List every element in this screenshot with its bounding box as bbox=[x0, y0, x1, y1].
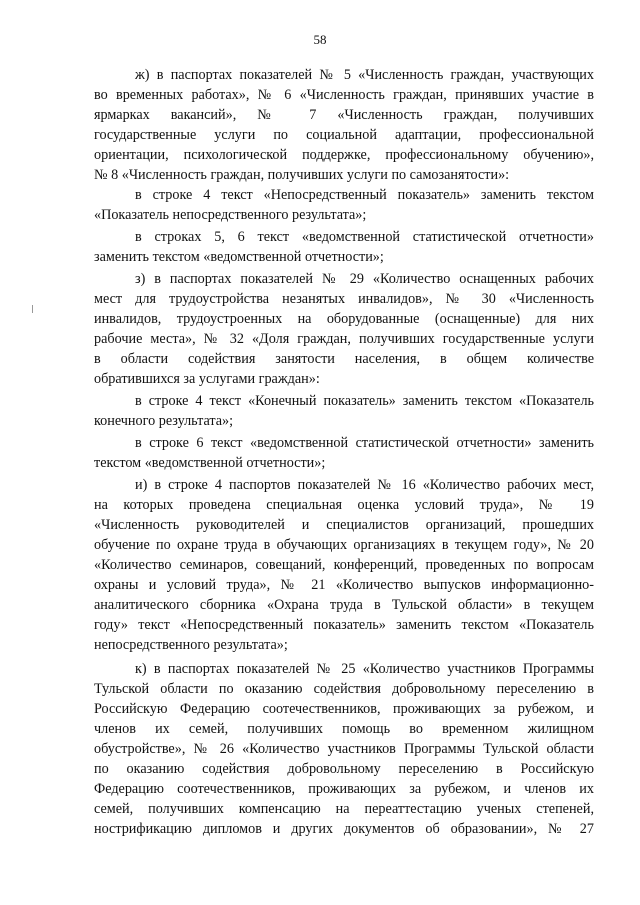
paragraph-line: ж) в паспортах показателей № 5 «Численность граждан, участвующих bbox=[135, 67, 594, 83]
paragraph-line: конечного результата»; bbox=[94, 413, 234, 429]
paragraph-line: Тульской области по оказанию содействия добровольному переселению в bbox=[94, 681, 594, 697]
paragraph-line: в строках 5, 6 текст «ведомственной статистической отчетности» bbox=[135, 229, 594, 245]
paragraph-line: обучение по охране труда в обучающих организациях в текущем году», № 20 bbox=[94, 537, 594, 553]
margin-mark bbox=[32, 305, 33, 313]
page-number: 58 bbox=[313, 32, 327, 47]
paragraph-line: во временных работах», № 6 «Численность граждан, принявших участие в bbox=[94, 87, 594, 103]
paragraph-line: охраны и условий труда», № 21 «Количество выпусков информационно- bbox=[94, 577, 594, 593]
paragraph-line: к) в паспортах показателей № 25 «Количество участников Программы bbox=[135, 661, 594, 677]
paragraph-line: «Количество семинаров, совещаний, конференций, проведенных по вопросам bbox=[94, 557, 594, 573]
paragraph-line: в строке 4 текст «Непосредственный показатель» заменить текстом bbox=[135, 187, 594, 203]
paragraph-line: непосредственного результата»; bbox=[94, 637, 288, 653]
paragraph-line: инвалидов, трудоустроенных на оборудованные (оснащенные) для них bbox=[94, 311, 594, 327]
paragraph-line: «Показатель непосредственного результата»; bbox=[94, 207, 367, 223]
paragraph-line: на которых проведена специальная оценка условий труда», № 19 bbox=[94, 497, 594, 513]
paragraph-line: текстом «ведомственной отчетности»; bbox=[94, 455, 326, 471]
paragraph-line: ориентации, психологической поддержке, профессиональному обучению», bbox=[94, 147, 594, 163]
paragraph-line: в строке 6 текст «ведомственной статистической отчетности» заменить bbox=[135, 435, 594, 451]
paragraph-line: году» текст «Непосредственный показатель» заменить текстом «Показатель bbox=[94, 617, 594, 633]
paragraph-line: государственные услуги по социальной адаптации, профессиональной bbox=[94, 127, 594, 143]
paragraph-line: обратившихся за услугами граждан»: bbox=[94, 371, 320, 387]
paragraph-line: по оказанию содействия добровольному переселению в Российскую bbox=[94, 761, 594, 777]
paragraph-line: обустройстве», № 26 «Количество участников Программы Тульской области bbox=[94, 741, 594, 757]
paragraph-line: в области содействия занятости населения, в общем количестве bbox=[94, 351, 594, 367]
paragraph-line: заменить текстом «ведомственной отчетности»; bbox=[94, 249, 384, 265]
paragraph-line: мест для трудоустройства незанятых инвалидов», № 30 «Численность bbox=[94, 291, 594, 307]
paragraph-line: нострификацию дипломов и других документов об образовании», № 27 bbox=[94, 821, 594, 837]
paragraph-line: аналитического сборника «Охрана труда в Тульской области» в текущем bbox=[94, 597, 594, 613]
paragraph-line: и) в строке 4 паспортов показателей № 16 «Количество рабочих мест, bbox=[135, 477, 594, 493]
paragraph-line: з) в паспортах показателей № 29 «Количество оснащенных рабочих bbox=[135, 271, 594, 287]
paragraph-line: рабочие места», № 32 «Доля граждан, получивших государственные услуги bbox=[94, 331, 594, 347]
paragraph-line: ярмарках вакансий», № 7 «Численность граждан, получивших bbox=[94, 107, 594, 123]
paragraph-line: № 8 «Численность граждан, получивших услуги по самозанятости»: bbox=[94, 167, 510, 183]
paragraph-line: Российскую Федерацию соотечественников, проживающих за рубежом, и bbox=[94, 701, 594, 717]
paragraph-line: членов их семей, получивших помощь во временном жилищном bbox=[94, 721, 594, 737]
paragraph-line: Федерацию соотечественников, проживающих за рубежом, и членов их bbox=[94, 781, 594, 797]
paragraph-line: в строке 4 текст «Конечный показатель» заменить текстом «Показатель bbox=[135, 393, 594, 409]
paragraph-line: семей, получивших компенсацию на переаттестацию ученых степеней, bbox=[94, 801, 594, 817]
paragraph-line: «Численность руководителей и специалистов организаций, прошедших bbox=[94, 517, 594, 533]
